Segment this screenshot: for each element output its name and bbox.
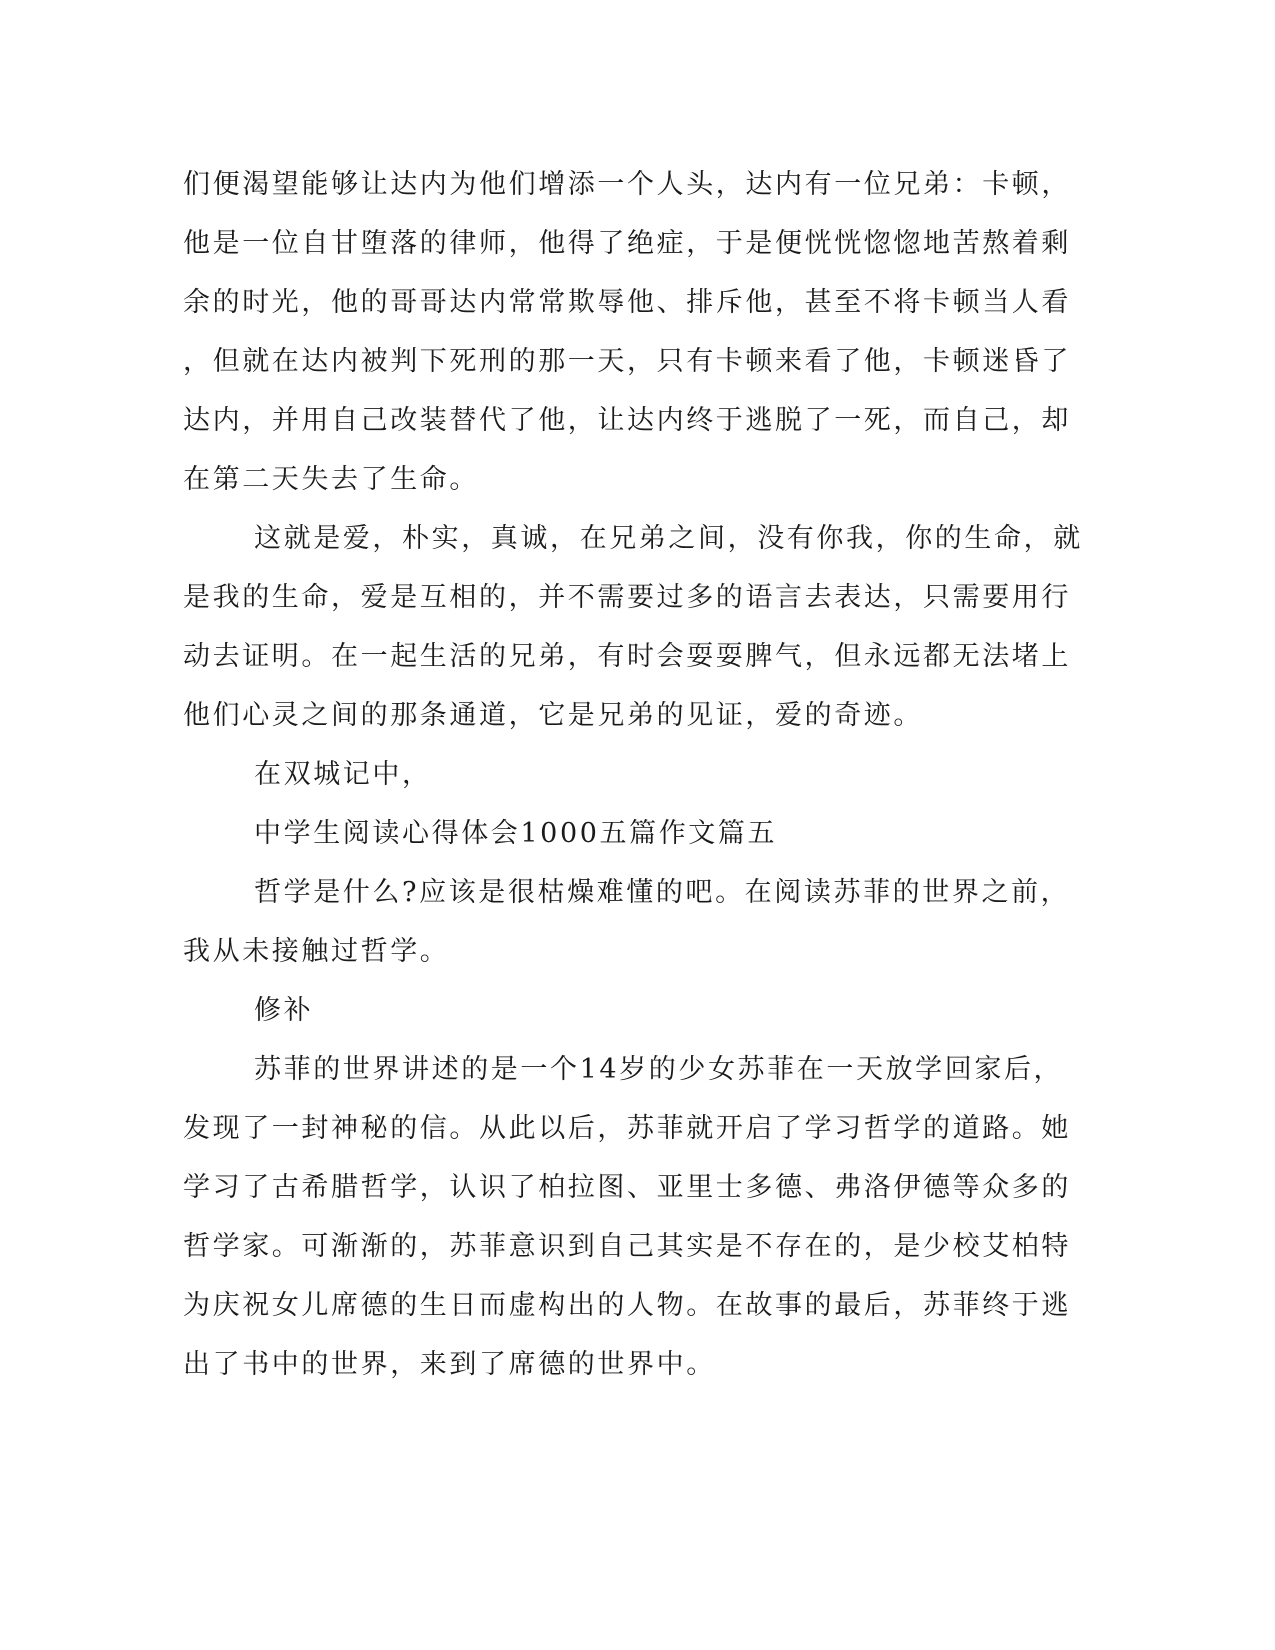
body-text (183, 155, 1083, 1394)
text-line: 为庆祝女儿席德的生日而虚构出的人物。在故事的最后，苏菲终于逃 (183, 1290, 1071, 1321)
text-line: 哲学家。可渐渐的，苏菲意识到自己其实是不存在的，是少校艾柏特 (183, 1231, 1071, 1262)
text-line: 是我的生命，爱是互相的，并不需要过多的语言去表达，只需要用行 (183, 582, 1071, 613)
paragraph-first-line: 在双城记中， (254, 759, 432, 790)
text-line: 余的时光，他的哥哥达内常常欺辱他、排斥他，甚至不将卡顿当人看 (183, 287, 1071, 318)
text-line: 他是一位自甘堕落的律师，他得了绝症，于是便恍恍惚惚地苦熬着剩 (183, 228, 1071, 259)
text-line: 他们心灵之间的那条通道，它是兄弟的见证，爱的奇迹。 (183, 700, 923, 731)
text-line: 我从未接触过哲学。 (183, 936, 450, 967)
paragraph-first-line: 修补 (254, 995, 314, 1026)
paragraph-first-line: 哲学是什么?应该是很枯燥难懂的吧。在阅读苏菲的世界之前， (254, 877, 1071, 908)
paragraph-first-line: 这就是爱，朴实，真诚，在兄弟之间，没有你我，你的生命，就 (254, 523, 1083, 554)
text-line: 学习了古希腊哲学，认识了柏拉图、亚里士多德、弗洛伊德等众多的 (183, 1172, 1071, 1203)
text-line: 在第二天失去了生命。 (183, 464, 479, 495)
text-line: 达内，并用自己改装替代了他，让达内终于逃脱了一死，而自己，却 (183, 405, 1071, 436)
text-line: ，但就在达内被判下死刑的那一天，只有卡顿来看了他，卡顿迷昏了 (183, 346, 1071, 377)
paragraph-first-line: 苏菲的世界讲述的是一个14岁的少女苏菲在一天放学回家后， (254, 1054, 1064, 1085)
text-line: 动去证明。在一起生活的兄弟，有时会耍耍脾气，但永远都无法堵上 (183, 641, 1071, 672)
section-heading: 中学生阅读心得体会1000五篇作文篇五 (254, 818, 778, 849)
text-line: 出了书中的世界，来到了席德的世界中。 (183, 1349, 716, 1380)
text-line: 们便渴望能够让达内为他们增添一个人头，达内有一位兄弟：卡顿， (183, 169, 1071, 200)
text-line: 发现了一封神秘的信。从此以后，苏菲就开启了学习哲学的道路。她 (183, 1113, 1071, 1144)
